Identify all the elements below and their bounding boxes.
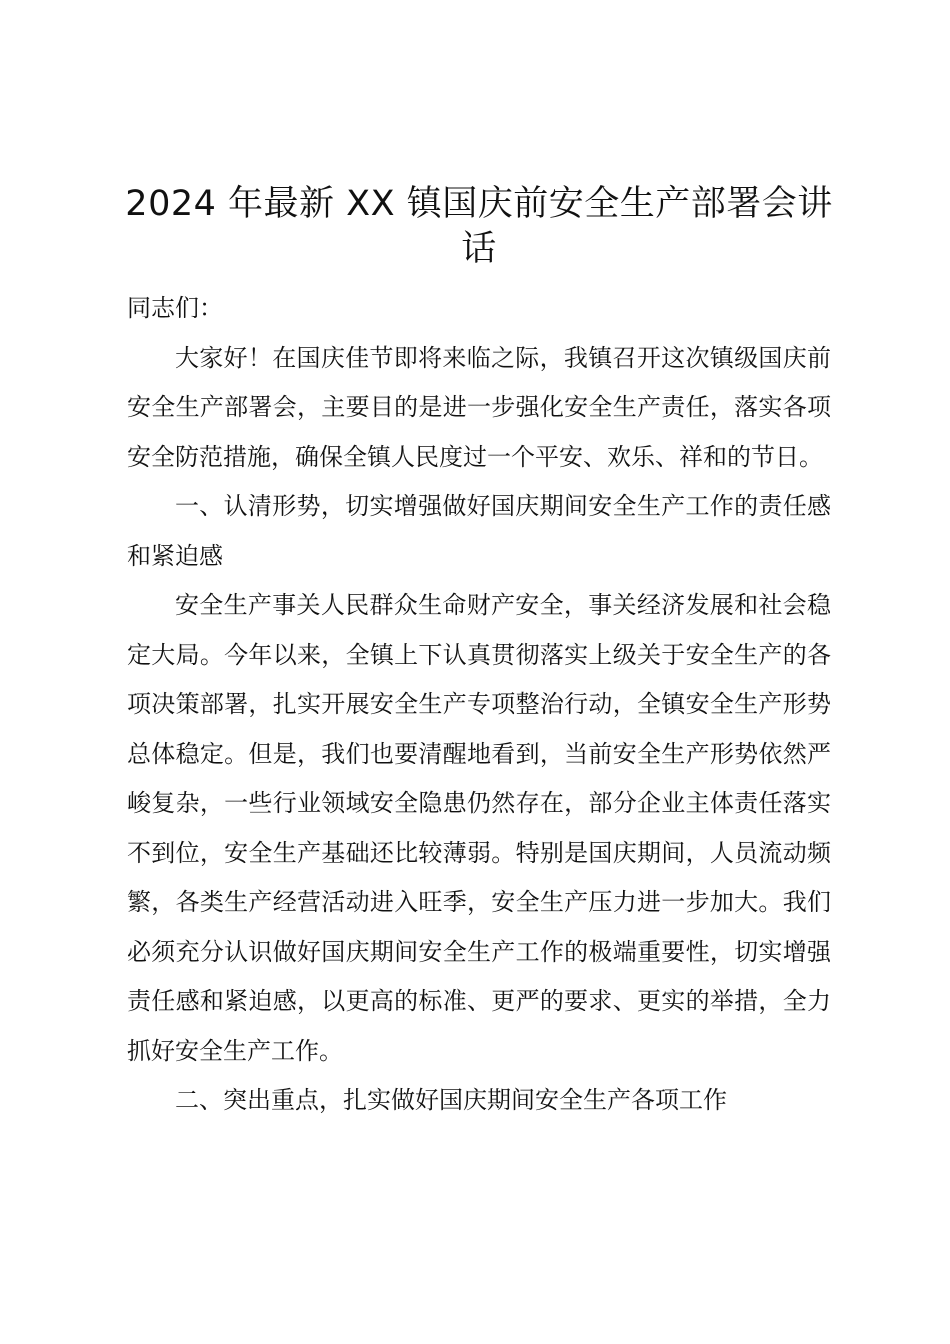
- salutation: 同志们：: [127, 294, 223, 322]
- document-title: 2024 年最新 XX 镇国庆前安全生产部署会讲话: [125, 184, 833, 269]
- section-heading-2: 二、突出重点，扎实做好国庆期间安全生产各项工作: [175, 1086, 727, 1114]
- paragraph-situation: 安全生产事关人民群众生命财产安全，事关经济发展和社会稳定大局。今年以来，全镇上下认真贯彻落实上级关于安全生产的各项决策部署，扎实开展安全生产专项整治行动，全镇安全生产形势总体稳定。但是，我们也要清醒地看到，当前安全生产形势依然严峻复杂，一些行业领域安全隐患仍然存在，部分企业主体责任落实不到位，安全生产基础还比较薄弱。特别是国庆期间，人员流动频繁，各类生产经营活动进入旺季，安全生产压力进一步加大。我们必须充分认识做好国庆期间安全生产工作的极端重要性，切实增强责任感和紧迫感，以更高的标准、更严的要求、更实的举措，全力抓好安全生产工作。: [127, 591, 831, 1065]
- document-page: [127, 182, 831, 1126]
- section-heading-1: 一、认清形势，切实增强做好国庆期间安全生产工作的责任感和紧迫感: [127, 492, 831, 570]
- paragraph-opening: 大家好！在国庆佳节即将来临之际，我镇召开这次镇级国庆前安全生产部署会，主要目的是进一步强化安全生产责任，落实各项安全防范措施，确保全镇人民度过一个平安、欢乐、祥和的节日。: [127, 343, 831, 471]
